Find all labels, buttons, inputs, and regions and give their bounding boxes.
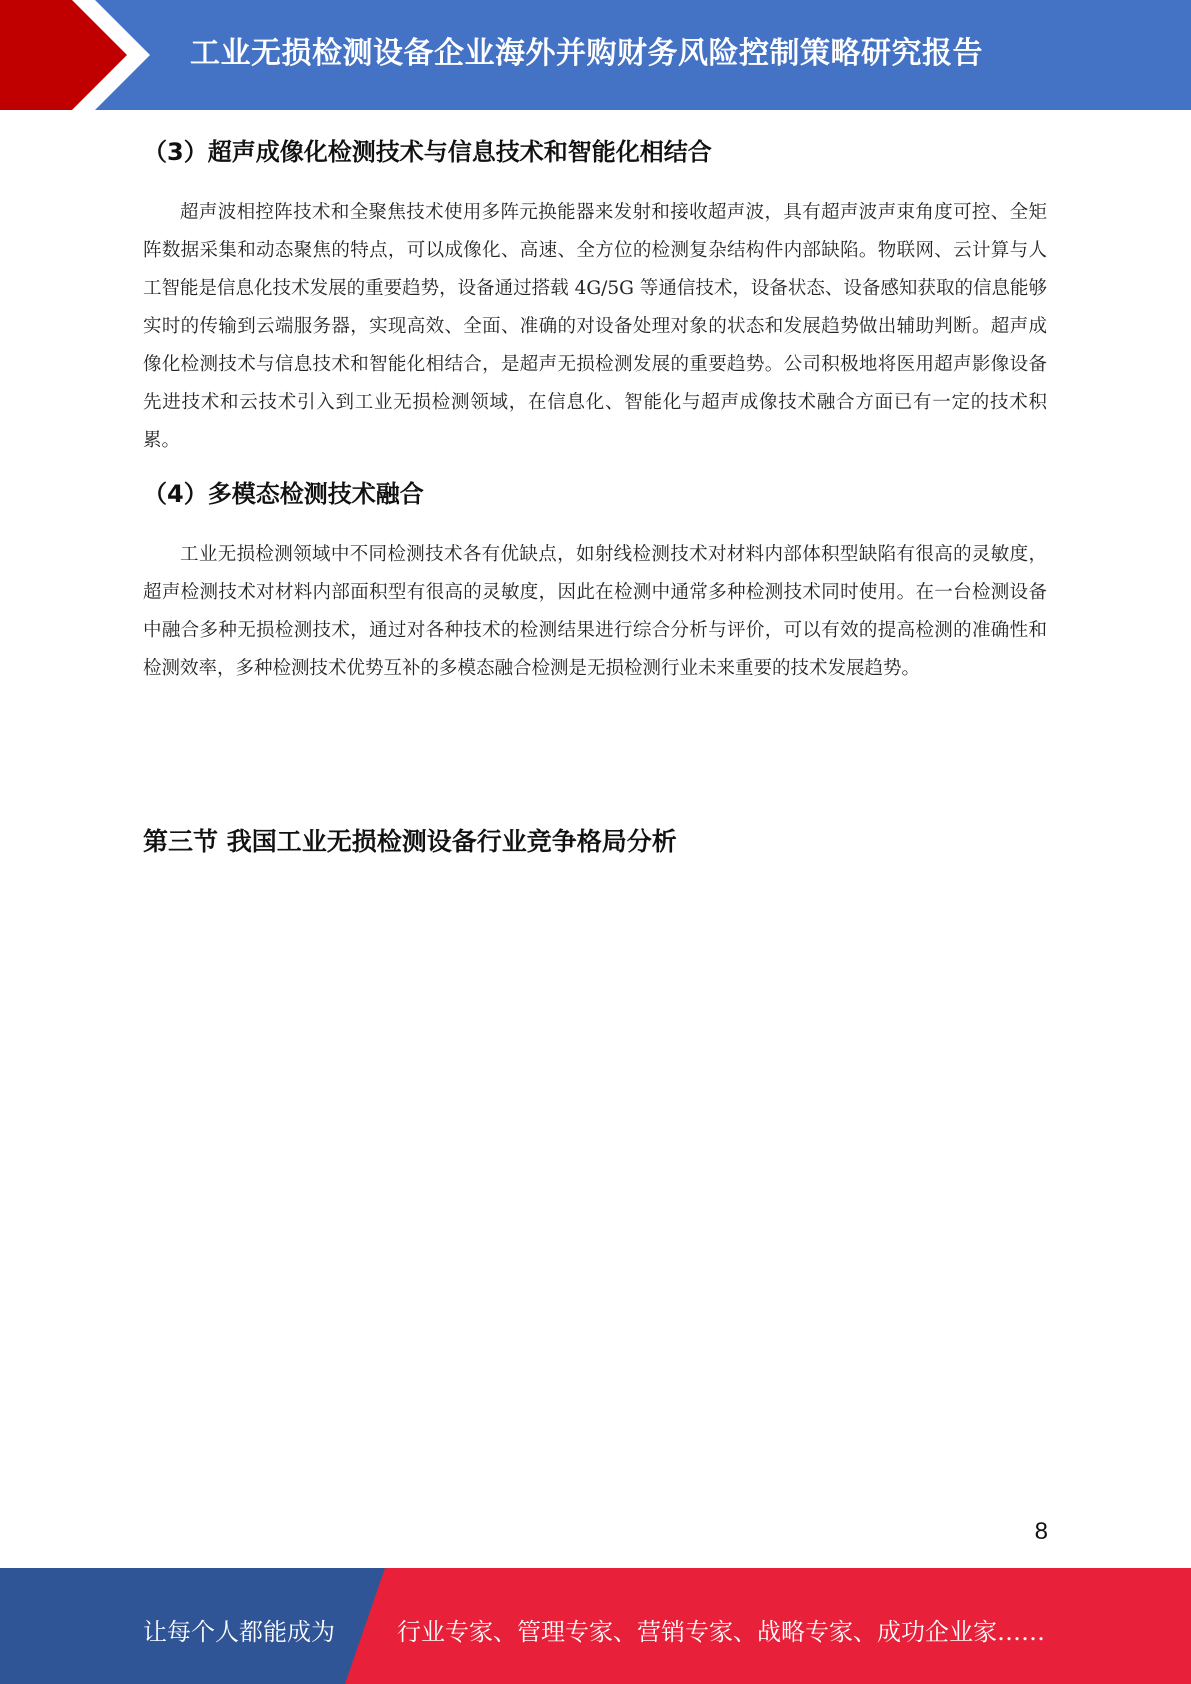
body-paragraph: 超声波相控阵技术和全聚焦技术使用多阵元换能器来发射和接收超声波，具有超声波声束角度可控、全矩阵数据采集和动态聚焦的特点，可以成像化、高速、全方位的检测复杂结构件内部缺陷。物联网、云计算与人工智能是信息化技术发展的重要趋势，设备通过搭载 4G/5G 等通信技术，设备状态、设备感知获取的信息能够实时的传输到云端服务器，实现高效、全面、准确的对设备处理对象的状态和发展趋势做出辅助判断。超声成像化检测技术与信息技术和智能化相结合，是超声无损检测发展的重要趋势。公司积极地将医用超声影像设备先进技术和云技术引入到工业无损检测领域，在信息化、智能化与超声成像技术融合方面已有一定的技术积累。 — [143, 202, 1047, 451]
section-title: 第三节 我国工业无损检测设备行业竞争格局分析 — [143, 827, 677, 856]
subsection-heading: （3）超声成像化检测技术与信息技术和智能化相结合 — [143, 138, 712, 166]
main-content — [143, 128, 1047, 688]
page-number: 8 — [1034, 1518, 1048, 1545]
subsection-heading: （4）多模态检测技术融合 — [143, 480, 424, 508]
footer-slogan-left: 让每个人都能成为 — [143, 1618, 335, 1646]
footer-slogan-right: 行业专家、管理专家、营销专家、战略专家、成功企业家…… — [397, 1618, 1045, 1646]
page-header — [0, 0, 1191, 110]
page-footer — [0, 1568, 1191, 1684]
report-title: 工业无损检测设备企业海外并购财务风险控制策略研究报告 — [190, 36, 983, 71]
body-paragraph: 工业无损检测领域中不同检测技术各有优缺点，如射线检测技术对材料内部体积型缺陷有很高的灵敏度，超声检测技术对材料内部面积型有很高的灵敏度，因此在检测中通常多种检测技术同时使用。在一台检测设备中融合多种无损检测技术，通过对各种技术的检测结果进行综合分析与评价，可以有效的提高检测的准确性和检测效率，多种检测技术优势互补的多模态融合检测是无损检测行业未来重要的技术发展趋势。 — [143, 544, 1047, 679]
